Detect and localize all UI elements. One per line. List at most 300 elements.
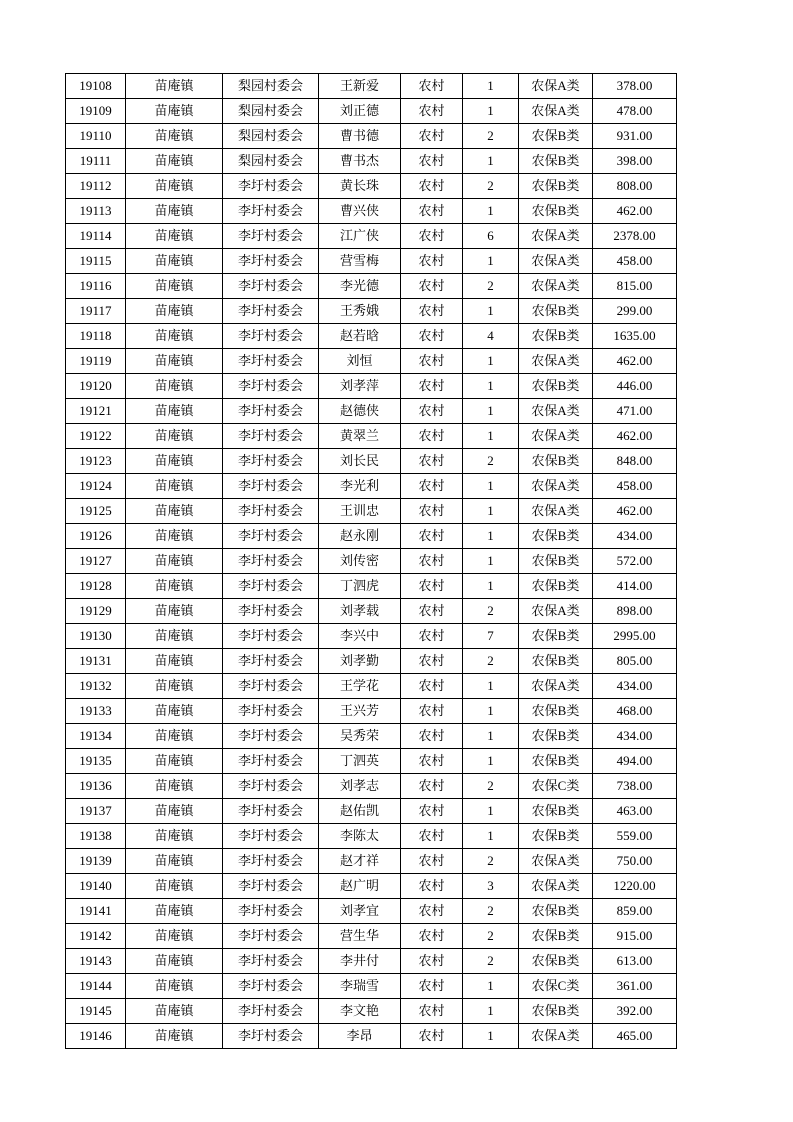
cell-insurance-category: 农保B类 [519,899,593,924]
cell-person-count: 4 [463,324,519,349]
cell-residence-type: 农村 [401,774,463,799]
cell-town: 苗庵镇 [126,224,223,249]
cell-residence-type: 农村 [401,624,463,649]
cell-residence-type: 农村 [401,174,463,199]
cell-record-id: 19110 [66,124,126,149]
cell-record-id: 19131 [66,649,126,674]
cell-town: 苗庵镇 [126,524,223,549]
cell-residence-type: 农村 [401,149,463,174]
cell-person-count: 1 [463,399,519,424]
cell-residence-type: 农村 [401,224,463,249]
cell-amount: 859.00 [593,899,677,924]
cell-town: 苗庵镇 [126,624,223,649]
table-row [66,149,677,174]
cell-residence-type: 农村 [401,299,463,324]
cell-insurance-category: 农保A类 [519,424,593,449]
cell-person-count: 1 [463,74,519,99]
cell-person-name: 刘孝志 [319,774,401,799]
cell-person-count: 2 [463,649,519,674]
cell-person-count: 1 [463,749,519,774]
cell-amount: 738.00 [593,774,677,799]
cell-record-id: 19137 [66,799,126,824]
cell-person-count: 1 [463,524,519,549]
cell-amount: 462.00 [593,199,677,224]
cell-insurance-category: 农保A类 [519,224,593,249]
cell-person-name: 曹书杰 [319,149,401,174]
cell-village-committee: 李圩村委会 [223,824,319,849]
table-row [66,799,677,824]
cell-person-count: 1 [463,799,519,824]
cell-record-id: 19130 [66,624,126,649]
cell-record-id: 19145 [66,999,126,1024]
cell-residence-type: 农村 [401,724,463,749]
cell-village-committee: 李圩村委会 [223,324,319,349]
table-row [66,249,677,274]
cell-person-count: 1 [463,424,519,449]
cell-amount: 378.00 [593,74,677,99]
cell-residence-type: 农村 [401,949,463,974]
cell-record-id: 19124 [66,474,126,499]
table-row [66,874,677,899]
cell-town: 苗庵镇 [126,349,223,374]
cell-insurance-category: 农保B类 [519,574,593,599]
cell-record-id: 19121 [66,399,126,424]
cell-village-committee: 李圩村委会 [223,549,319,574]
cell-town: 苗庵镇 [126,174,223,199]
cell-record-id: 19132 [66,674,126,699]
table-row [66,499,677,524]
cell-person-name: 刘恒 [319,349,401,374]
cell-village-committee: 李圩村委会 [223,249,319,274]
cell-amount: 815.00 [593,274,677,299]
cell-amount: 915.00 [593,924,677,949]
cell-amount: 398.00 [593,149,677,174]
cell-town: 苗庵镇 [126,949,223,974]
cell-town: 苗庵镇 [126,374,223,399]
cell-insurance-category: 农保B类 [519,524,593,549]
cell-insurance-category: 农保B类 [519,949,593,974]
table-row [66,299,677,324]
cell-amount: 361.00 [593,974,677,999]
cell-person-name: 李昂 [319,1024,401,1049]
cell-record-id: 19142 [66,924,126,949]
cell-amount: 559.00 [593,824,677,849]
table-row [66,324,677,349]
cell-village-committee: 李圩村委会 [223,474,319,499]
cell-person-name: 李瑞雪 [319,974,401,999]
table-row [66,674,677,699]
cell-town: 苗庵镇 [126,74,223,99]
cell-town: 苗庵镇 [126,424,223,449]
cell-residence-type: 农村 [401,899,463,924]
cell-record-id: 19108 [66,74,126,99]
cell-village-committee: 李圩村委会 [223,974,319,999]
cell-residence-type: 农村 [401,124,463,149]
cell-residence-type: 农村 [401,849,463,874]
cell-insurance-category: 农保A类 [519,1024,593,1049]
cell-insurance-category: 农保B类 [519,724,593,749]
cell-amount: 465.00 [593,1024,677,1049]
cell-residence-type: 农村 [401,974,463,999]
cell-insurance-category: 农保A类 [519,99,593,124]
cell-record-id: 19134 [66,724,126,749]
cell-person-name: 李光利 [319,474,401,499]
cell-insurance-category: 农保C类 [519,774,593,799]
cell-person-count: 1 [463,1024,519,1049]
cell-record-id: 19125 [66,499,126,524]
cell-village-committee: 李圩村委会 [223,799,319,824]
cell-amount: 462.00 [593,424,677,449]
cell-person-name: 黄翠兰 [319,424,401,449]
cell-record-id: 19122 [66,424,126,449]
cell-person-count: 1 [463,574,519,599]
cell-insurance-category: 农保A类 [519,599,593,624]
cell-town: 苗庵镇 [126,499,223,524]
cell-village-committee: 李圩村委会 [223,199,319,224]
cell-person-count: 2 [463,849,519,874]
cell-town: 苗庵镇 [126,824,223,849]
table-row [66,274,677,299]
table-row [66,699,677,724]
table-row [66,449,677,474]
cell-person-count: 2 [463,924,519,949]
cell-village-committee: 李圩村委会 [223,949,319,974]
cell-person-name: 李兴中 [319,624,401,649]
cell-village-committee: 李圩村委会 [223,399,319,424]
cell-amount: 462.00 [593,349,677,374]
cell-record-id: 19118 [66,324,126,349]
cell-village-committee: 李圩村委会 [223,749,319,774]
cell-residence-type: 农村 [401,74,463,99]
cell-town: 苗庵镇 [126,849,223,874]
table-row [66,574,677,599]
table-row [66,524,677,549]
cell-residence-type: 农村 [401,324,463,349]
cell-amount: 434.00 [593,674,677,699]
cell-person-count: 1 [463,299,519,324]
cell-amount: 750.00 [593,849,677,874]
cell-person-name: 曹书德 [319,124,401,149]
cell-person-count: 1 [463,999,519,1024]
table-row [66,949,677,974]
cell-residence-type: 农村 [401,999,463,1024]
cell-record-id: 19127 [66,549,126,574]
cell-record-id: 19115 [66,249,126,274]
cell-person-count: 1 [463,824,519,849]
cell-village-committee: 李圩村委会 [223,574,319,599]
cell-amount: 471.00 [593,399,677,424]
cell-residence-type: 农村 [401,599,463,624]
cell-town: 苗庵镇 [126,874,223,899]
cell-residence-type: 农村 [401,399,463,424]
cell-residence-type: 农村 [401,924,463,949]
table-body [66,74,677,1049]
cell-insurance-category: 农保A类 [519,249,593,274]
cell-record-id: 19139 [66,849,126,874]
cell-person-name: 李文艳 [319,999,401,1024]
cell-village-committee: 李圩村委会 [223,649,319,674]
cell-person-name: 王秀娥 [319,299,401,324]
table-row [66,349,677,374]
cell-insurance-category: 农保B类 [519,374,593,399]
cell-person-count: 1 [463,249,519,274]
cell-record-id: 19123 [66,449,126,474]
cell-person-name: 刘孝宜 [319,899,401,924]
cell-person-name: 曹兴侠 [319,199,401,224]
cell-person-name: 赵永刚 [319,524,401,549]
cell-amount: 898.00 [593,599,677,624]
cell-amount: 1635.00 [593,324,677,349]
cell-town: 苗庵镇 [126,899,223,924]
cell-insurance-category: 农保B类 [519,449,593,474]
cell-record-id: 19144 [66,974,126,999]
cell-town: 苗庵镇 [126,999,223,1024]
cell-insurance-category: 农保B类 [519,174,593,199]
cell-record-id: 19133 [66,699,126,724]
table-row [66,724,677,749]
cell-person-count: 1 [463,99,519,124]
cell-person-count: 1 [463,724,519,749]
cell-amount: 462.00 [593,499,677,524]
cell-insurance-category: 农保B类 [519,124,593,149]
insurance-record-table [65,73,677,1049]
table-row [66,374,677,399]
cell-amount: 434.00 [593,524,677,549]
cell-amount: 446.00 [593,374,677,399]
cell-residence-type: 农村 [401,874,463,899]
cell-amount: 848.00 [593,449,677,474]
cell-person-count: 2 [463,599,519,624]
cell-residence-type: 农村 [401,374,463,399]
cell-insurance-category: 农保B类 [519,749,593,774]
cell-insurance-category: 农保A类 [519,499,593,524]
table-row [66,749,677,774]
cell-insurance-category: 农保B类 [519,624,593,649]
cell-town: 苗庵镇 [126,199,223,224]
cell-amount: 2995.00 [593,624,677,649]
cell-insurance-category: 农保A类 [519,474,593,499]
cell-residence-type: 农村 [401,274,463,299]
cell-amount: 463.00 [593,799,677,824]
cell-person-name: 刘孝载 [319,599,401,624]
cell-insurance-category: 农保A类 [519,874,593,899]
cell-residence-type: 农村 [401,199,463,224]
cell-person-count: 1 [463,674,519,699]
table-row [66,774,677,799]
cell-person-name: 营生华 [319,924,401,949]
cell-town: 苗庵镇 [126,249,223,274]
table-row [66,824,677,849]
cell-village-committee: 梨园村委会 [223,74,319,99]
cell-person-count: 1 [463,499,519,524]
cell-person-name: 王兴芳 [319,699,401,724]
table-row [66,224,677,249]
cell-amount: 613.00 [593,949,677,974]
cell-insurance-category: 农保A类 [519,399,593,424]
cell-village-committee: 李圩村委会 [223,874,319,899]
table-row [66,899,677,924]
cell-town: 苗庵镇 [126,674,223,699]
cell-person-count: 2 [463,774,519,799]
cell-person-name: 赵才祥 [319,849,401,874]
cell-town: 苗庵镇 [126,149,223,174]
cell-amount: 808.00 [593,174,677,199]
cell-person-name: 丁泗虎 [319,574,401,599]
cell-insurance-category: 农保A类 [519,74,593,99]
cell-record-id: 19138 [66,824,126,849]
cell-village-committee: 李圩村委会 [223,674,319,699]
cell-person-name: 刘孝勤 [319,649,401,674]
cell-record-id: 19136 [66,774,126,799]
cell-insurance-category: 农保A类 [519,674,593,699]
cell-person-count: 1 [463,549,519,574]
cell-residence-type: 农村 [401,1024,463,1049]
cell-village-committee: 李圩村委会 [223,424,319,449]
cell-village-committee: 李圩村委会 [223,624,319,649]
cell-town: 苗庵镇 [126,124,223,149]
cell-town: 苗庵镇 [126,574,223,599]
cell-village-committee: 李圩村委会 [223,724,319,749]
cell-person-name: 王学花 [319,674,401,699]
cell-person-name: 黄长珠 [319,174,401,199]
cell-person-name: 李陈太 [319,824,401,849]
cell-town: 苗庵镇 [126,99,223,124]
cell-village-committee: 李圩村委会 [223,599,319,624]
cell-town: 苗庵镇 [126,474,223,499]
cell-town: 苗庵镇 [126,399,223,424]
cell-person-count: 1 [463,374,519,399]
cell-village-committee: 李圩村委会 [223,899,319,924]
table-row [66,999,677,1024]
cell-record-id: 19114 [66,224,126,249]
cell-person-name: 丁泗英 [319,749,401,774]
table-row [66,124,677,149]
table-row [66,624,677,649]
cell-record-id: 19117 [66,299,126,324]
cell-amount: 572.00 [593,549,677,574]
cell-person-count: 2 [463,899,519,924]
cell-town: 苗庵镇 [126,799,223,824]
cell-person-name: 刘正德 [319,99,401,124]
cell-town: 苗庵镇 [126,324,223,349]
cell-residence-type: 农村 [401,824,463,849]
cell-village-committee: 李圩村委会 [223,499,319,524]
cell-record-id: 19112 [66,174,126,199]
cell-insurance-category: 农保A类 [519,349,593,374]
cell-amount: 494.00 [593,749,677,774]
cell-amount: 458.00 [593,249,677,274]
cell-town: 苗庵镇 [126,549,223,574]
cell-village-committee: 李圩村委会 [223,449,319,474]
cell-record-id: 19141 [66,899,126,924]
cell-person-count: 1 [463,474,519,499]
cell-record-id: 19120 [66,374,126,399]
cell-insurance-category: 农保A类 [519,849,593,874]
cell-person-count: 1 [463,699,519,724]
cell-person-name: 刘孝萍 [319,374,401,399]
cell-residence-type: 农村 [401,349,463,374]
cell-insurance-category: 农保A类 [519,274,593,299]
cell-village-committee: 梨园村委会 [223,124,319,149]
cell-insurance-category: 农保B类 [519,924,593,949]
cell-village-committee: 李圩村委会 [223,699,319,724]
cell-insurance-category: 农保B类 [519,799,593,824]
cell-insurance-category: 农保B类 [519,199,593,224]
cell-village-committee: 李圩村委会 [223,849,319,874]
table-row [66,599,677,624]
cell-person-name: 刘传密 [319,549,401,574]
cell-insurance-category: 农保B类 [519,549,593,574]
cell-village-committee: 李圩村委会 [223,349,319,374]
cell-record-id: 19116 [66,274,126,299]
cell-amount: 2378.00 [593,224,677,249]
table-row [66,74,677,99]
cell-amount: 805.00 [593,649,677,674]
table-row [66,924,677,949]
cell-residence-type: 农村 [401,499,463,524]
cell-record-id: 19113 [66,199,126,224]
cell-record-id: 19146 [66,1024,126,1049]
cell-residence-type: 农村 [401,674,463,699]
cell-amount: 392.00 [593,999,677,1024]
cell-village-committee: 李圩村委会 [223,1024,319,1049]
cell-town: 苗庵镇 [126,699,223,724]
cell-insurance-category: 农保B类 [519,299,593,324]
cell-town: 苗庵镇 [126,724,223,749]
cell-amount: 434.00 [593,724,677,749]
cell-record-id: 19111 [66,149,126,174]
cell-record-id: 19135 [66,749,126,774]
cell-amount: 414.00 [593,574,677,599]
cell-person-name: 赵德侠 [319,399,401,424]
cell-town: 苗庵镇 [126,299,223,324]
cell-record-id: 19128 [66,574,126,599]
cell-person-count: 1 [463,974,519,999]
cell-person-name: 江广侠 [319,224,401,249]
table-row [66,174,677,199]
cell-residence-type: 农村 [401,249,463,274]
cell-person-count: 1 [463,349,519,374]
table-row [66,649,677,674]
cell-person-name: 赵若晗 [319,324,401,349]
cell-person-count: 6 [463,224,519,249]
cell-village-committee: 李圩村委会 [223,999,319,1024]
cell-village-committee: 李圩村委会 [223,174,319,199]
cell-record-id: 19140 [66,874,126,899]
cell-person-name: 李光德 [319,274,401,299]
table-row [66,474,677,499]
cell-town: 苗庵镇 [126,599,223,624]
cell-town: 苗庵镇 [126,974,223,999]
table-row [66,99,677,124]
table-row [66,399,677,424]
cell-village-committee: 李圩村委会 [223,774,319,799]
cell-person-name: 营雪梅 [319,249,401,274]
cell-amount: 468.00 [593,699,677,724]
cell-town: 苗庵镇 [126,449,223,474]
cell-residence-type: 农村 [401,749,463,774]
cell-insurance-category: 农保B类 [519,649,593,674]
cell-residence-type: 农村 [401,524,463,549]
cell-record-id: 19126 [66,524,126,549]
cell-village-committee: 李圩村委会 [223,924,319,949]
cell-residence-type: 农村 [401,99,463,124]
cell-village-committee: 李圩村委会 [223,374,319,399]
cell-insurance-category: 农保C类 [519,974,593,999]
cell-amount: 458.00 [593,474,677,499]
cell-person-count: 2 [463,449,519,474]
cell-insurance-category: 农保B类 [519,699,593,724]
